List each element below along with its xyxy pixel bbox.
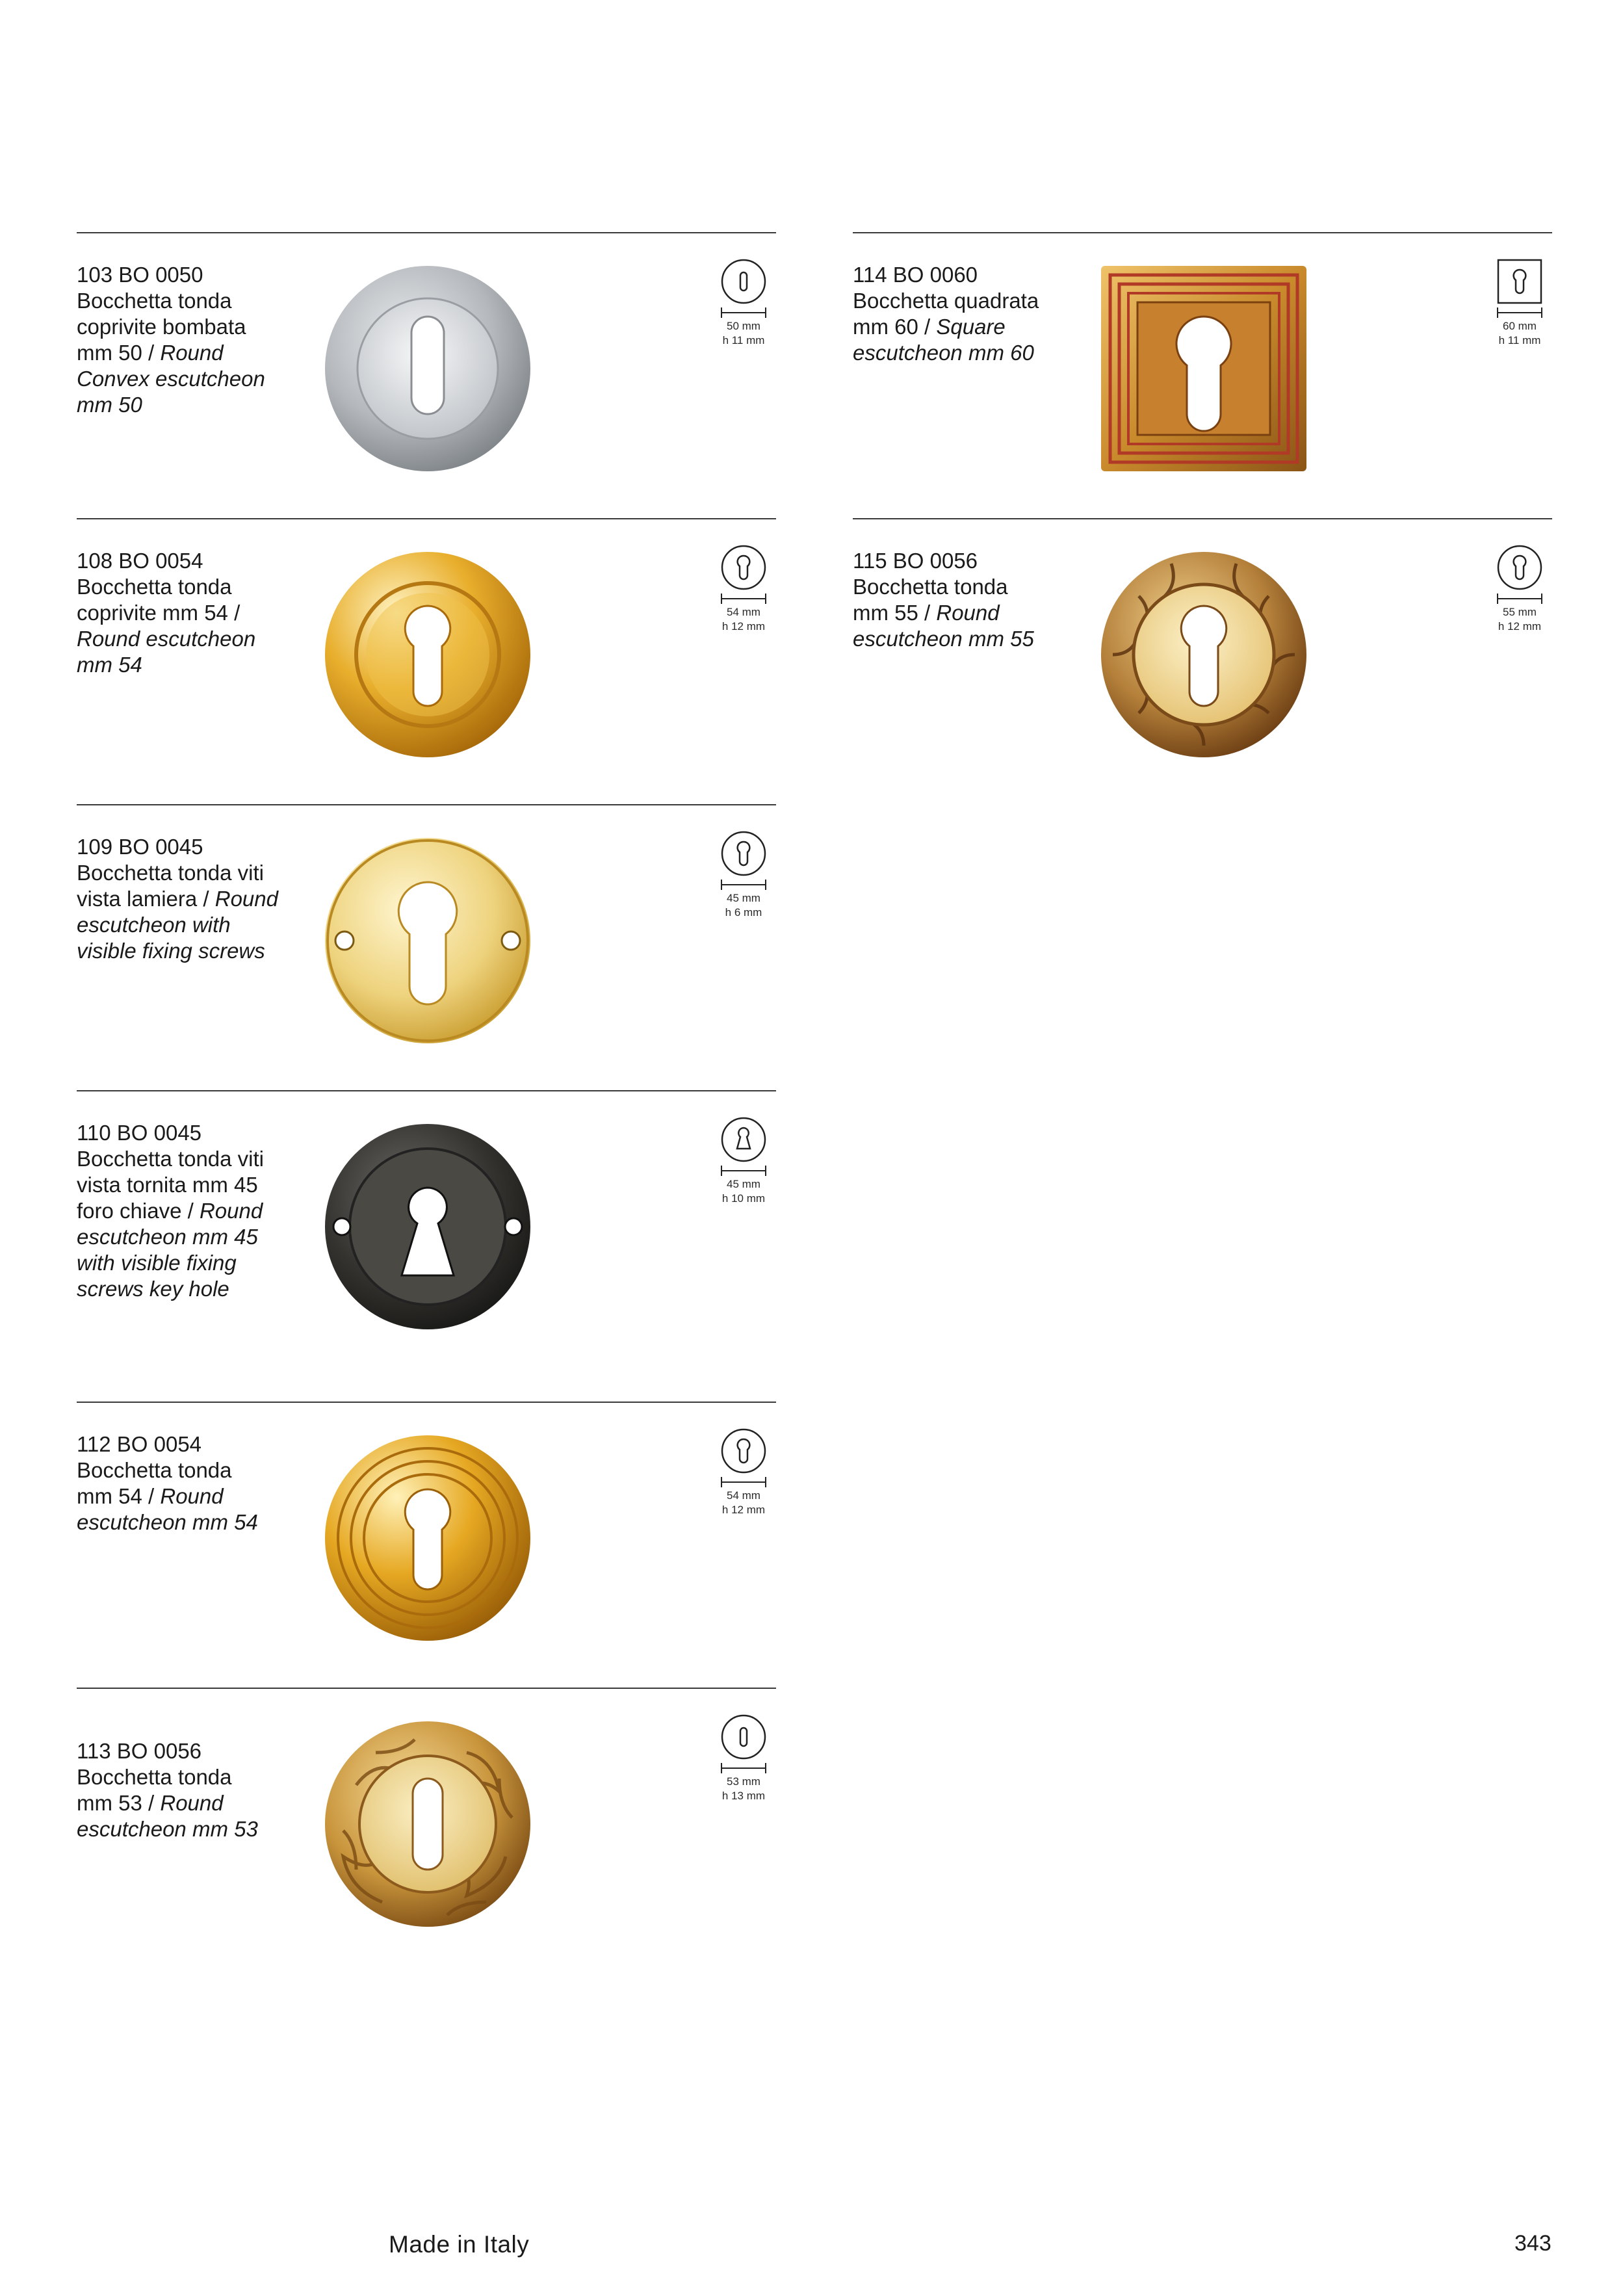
product-entry (77, 232, 776, 505)
euro-profile-square-icon (1495, 257, 1544, 306)
description-line-italic: with visible fixing (77, 1251, 237, 1275)
euro-profile-round-icon (719, 1426, 768, 1476)
width-arrow-icon (1495, 592, 1544, 605)
description-line: foro chiave / (77, 1199, 200, 1223)
product-description (853, 548, 1074, 652)
height-value: h 11 mm (1498, 334, 1541, 346)
description-line-italic: screws key hole (77, 1277, 229, 1301)
dimension-spec (711, 829, 776, 920)
product-description (77, 1431, 298, 1535)
description-line: Bocchetta tonda (853, 575, 1008, 599)
product-photo (317, 1428, 538, 1649)
product-entry (77, 1090, 776, 1363)
width-arrow-icon (719, 1476, 768, 1489)
euro-profile-round-icon (719, 829, 768, 878)
description-line-italic: visible fixing screws (77, 939, 265, 963)
product-description (77, 548, 298, 678)
width-arrow-icon (719, 592, 768, 605)
description-line-italic: Round (936, 601, 1000, 625)
height-value: h 12 mm (721, 620, 766, 633)
height-value: h 10 mm (721, 1192, 766, 1205)
height-value: h 13 mm (721, 1790, 766, 1802)
divider (853, 232, 1552, 233)
keyhole-slot-round-icon (719, 1712, 768, 1762)
euro-profile-round-icon (1495, 543, 1544, 592)
description-line: vista lamiera / (77, 887, 215, 911)
product-code: 103 BO 0050 (77, 263, 203, 287)
description-line-italic: escutcheon mm 54 (77, 1510, 258, 1534)
width-arrow-icon (719, 306, 768, 319)
description-line-italic: Round (199, 1199, 263, 1223)
product-code: 113 BO 0056 (77, 1739, 202, 1763)
description-line-italic: escutcheon mm 60 (853, 341, 1034, 365)
width-arrow-icon (719, 1762, 768, 1775)
product-photo (317, 1714, 538, 1935)
product-code: 112 BO 0054 (77, 1432, 202, 1456)
product-description (853, 262, 1074, 366)
description-line: vista tornita mm 45 (77, 1173, 258, 1197)
product-entry (853, 232, 1552, 505)
description-line: Bocchetta quadrata (853, 289, 1039, 313)
width-arrow-icon (719, 878, 768, 891)
width-value: 50 mm (727, 320, 760, 332)
dimension-spec (711, 257, 776, 348)
description-line-italic: escutcheon with (77, 913, 231, 937)
made-in-italy-label: Made in Italy (389, 2231, 530, 2258)
description-line-italic: Square (936, 315, 1006, 339)
dimension-spec (711, 1115, 776, 1206)
product-description (77, 1738, 298, 1842)
description-line-italic: Round escutcheon (77, 627, 256, 651)
product-photo (317, 1116, 538, 1337)
description-line-italic: Round (160, 341, 224, 365)
product-description (77, 262, 298, 418)
description-line: mm 54 / (77, 1484, 161, 1508)
description-line: mm 53 / (77, 1791, 161, 1815)
product-entry (853, 518, 1552, 791)
description-line: Bocchetta tonda (77, 575, 232, 599)
description-line: coprivite bombata (77, 315, 246, 339)
divider (77, 1090, 776, 1091)
euro-profile-round-icon (719, 543, 768, 592)
width-value: 45 mm (727, 1178, 760, 1190)
width-value: 53 mm (727, 1775, 760, 1788)
keyhole-round-icon (719, 1115, 768, 1164)
description-line: coprivite mm 54 / (77, 601, 240, 625)
divider (77, 1402, 776, 1403)
description-line: Bocchetta tonda (77, 1458, 232, 1482)
product-entry (77, 804, 776, 1077)
product-photo (317, 258, 538, 479)
product-photo (1093, 258, 1314, 479)
product-code: 115 BO 0056 (853, 549, 978, 573)
divider (77, 804, 776, 805)
product-photo (1093, 544, 1314, 765)
product-entry (77, 1402, 776, 1675)
height-value: h 6 mm (725, 906, 762, 919)
width-arrow-icon (1495, 306, 1544, 319)
divider (77, 232, 776, 233)
product-photo (317, 544, 538, 765)
description-line: Bocchetta tonda viti (77, 1147, 265, 1171)
product-code: 110 BO 0045 (77, 1121, 202, 1145)
product-code: 108 BO 0054 (77, 549, 203, 573)
dimension-spec (1487, 257, 1552, 348)
height-value: h 11 mm (722, 334, 765, 346)
width-value: 60 mm (1503, 320, 1537, 332)
width-value: 55 mm (1503, 606, 1537, 618)
description-line-italic: Convex escutcheon (77, 367, 265, 391)
description-line-italic: mm 54 (77, 653, 142, 677)
page-number: 343 (1514, 2231, 1552, 2256)
product-entry (77, 518, 776, 791)
divider (853, 518, 1552, 519)
width-value: 45 mm (727, 892, 760, 904)
product-description (77, 1120, 298, 1302)
description-line: Bocchetta tonda (77, 1765, 232, 1789)
product-description (77, 834, 298, 964)
height-value: h 12 mm (1498, 620, 1542, 633)
description-line-italic: escutcheon mm 55 (853, 627, 1034, 651)
description-line: mm 50 / (77, 341, 161, 365)
description-line: Bocchetta tonda (77, 289, 232, 313)
product-entry (77, 1688, 776, 1961)
width-value: 54 mm (727, 606, 760, 618)
product-photo (317, 830, 538, 1051)
description-line: Bocchetta tonda viti (77, 861, 265, 885)
dimension-spec (1487, 543, 1552, 634)
description-line-italic: Round (160, 1484, 224, 1508)
description-line-italic: escutcheon mm 53 (77, 1817, 258, 1841)
height-value: h 12 mm (721, 1504, 766, 1516)
description-line-italic: Round (160, 1791, 224, 1815)
product-code: 114 BO 0060 (853, 263, 978, 287)
divider (77, 518, 776, 519)
description-line-italic: Round (214, 887, 278, 911)
dimension-spec (711, 1712, 776, 1803)
width-value: 54 mm (727, 1489, 760, 1502)
dimension-spec (711, 543, 776, 634)
keyhole-slot-round-icon (719, 257, 768, 306)
description-line-italic: escutcheon mm 45 (77, 1225, 258, 1249)
description-line-italic: mm 50 (77, 393, 142, 417)
divider (77, 1688, 776, 1689)
dimension-spec (711, 1426, 776, 1517)
description-line: mm 55 / (853, 601, 937, 625)
width-arrow-icon (719, 1164, 768, 1177)
description-line: mm 60 / (853, 315, 937, 339)
product-code: 109 BO 0045 (77, 835, 203, 859)
